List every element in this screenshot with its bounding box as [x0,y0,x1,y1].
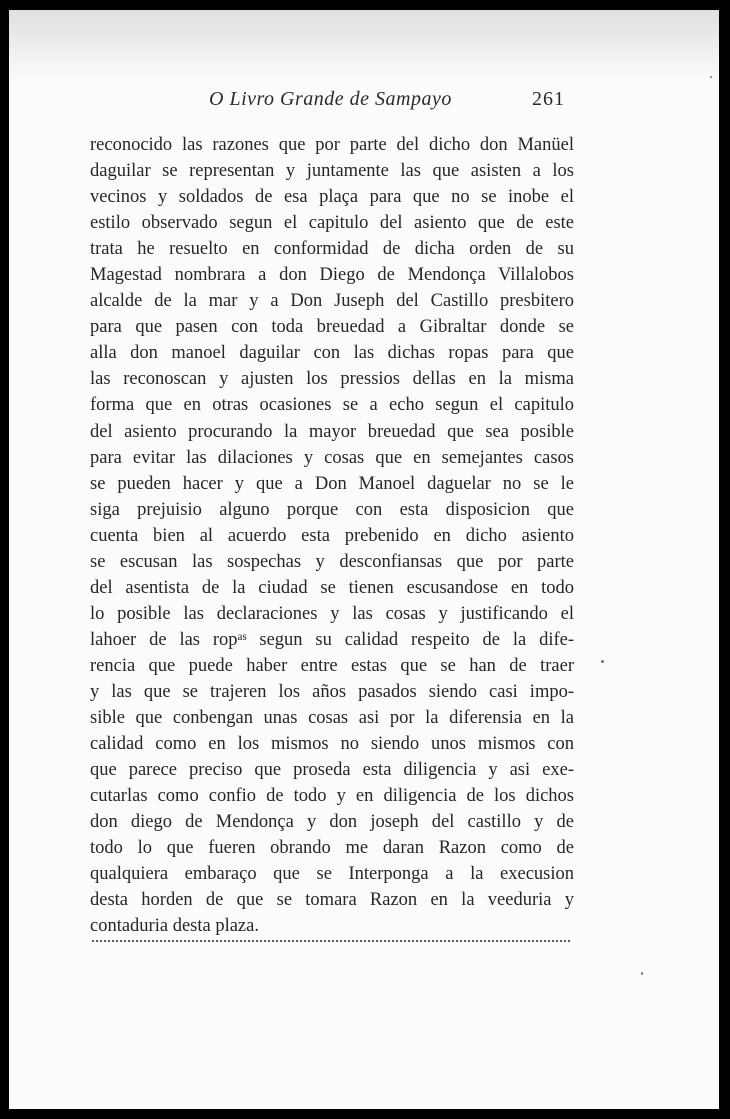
text-line: alla don manoel daguilar con las dichas ropas para que [90,343,574,364]
text-line: lahoer de las ropᵃˢ segun su calidad respeito de la dife- [90,629,574,650]
book-page [9,10,719,1109]
text-line: para que pasen con toda breuedad a Gibraltar donde se [90,317,574,338]
scan-speck [601,660,604,663]
text-line: todo lo que fueren obrando me daran Razon como de [90,838,574,859]
text-line: y las que se trajeren los años pasados siendo casi impo- [90,681,574,702]
text-line: forma que en otras ocasiones se a echo segun el capitulo [90,395,574,416]
text-line: lo posible las declaraciones y las cosas y justificando el [90,603,574,624]
body-text [90,132,574,939]
text-line: cutarlas como confio de todo y en diligencia de los dichos [90,786,574,807]
text-line: del asiento procurando la mayor breuedad que sea posible [90,421,574,442]
text-line: rencia que puede haber entre estas que se han de traer [90,655,574,676]
page-number: 261 [532,88,565,110]
text-line: para evitar las dilaciones y cosas que en semejantes casos [90,447,574,468]
text-line: qualquiera embaraço que se Interponga a la execusion [90,864,574,885]
text-line: se escusan las sospechas y desconfiansas que por parte [90,551,574,572]
text-line: calidad como en los mismos no siendo unos mismos con [90,734,574,755]
scan-speck [641,972,643,975]
running-title: O Livro Grande de Sampayo [209,88,452,110]
dotted-separator [92,940,570,942]
text-line-last: contaduria desta plaza. [90,916,259,937]
text-line: del asentista de la ciudad se tienen escusandose en todo [90,577,574,598]
text-line: se pueden hacer y que a Don Manoel daguelar no se le [90,473,574,494]
text-line: estilo observado segun el capitulo del asiento que de este [90,213,574,234]
text-line: reconocido las razones que por parte del dicho don Manüel [90,135,574,155]
scan-speck [710,76,712,78]
text-line: que parece preciso que proseda esta diligencia y asi exe- [90,760,574,781]
text-line: Magestad nombrara a don Diego de Mendonça Villalobos [90,265,574,286]
text-line: trata he resuelto en conformidad de dicha orden de su [90,239,574,260]
text-line: siga prejuisio alguno porque con esta disposicion que [90,499,574,520]
text-line: desta horden de que se tomara Razon en la veeduria y [90,890,574,911]
text-line: daguilar se representan y juntamente las que asisten a los [90,161,574,182]
scan-shading [9,10,719,80]
text-line: sible que conbengan unas cosas asi por la diferensia en la [90,708,574,729]
text-line: cuenta bien al acuerdo esta prebenido en dicho asiento [90,525,574,546]
page-header [9,85,719,115]
text-line: vecinos y soldados de esa plaça para que no se inobe el [90,187,574,208]
text-line: don diego de Mendonça y don joseph del castillo y de [90,812,574,833]
text-line: alcalde de la mar y a Don Juseph del Castillo presbitero [90,291,574,312]
text-line: las reconoscan y ajusten los pressios dellas en la misma [90,369,574,390]
